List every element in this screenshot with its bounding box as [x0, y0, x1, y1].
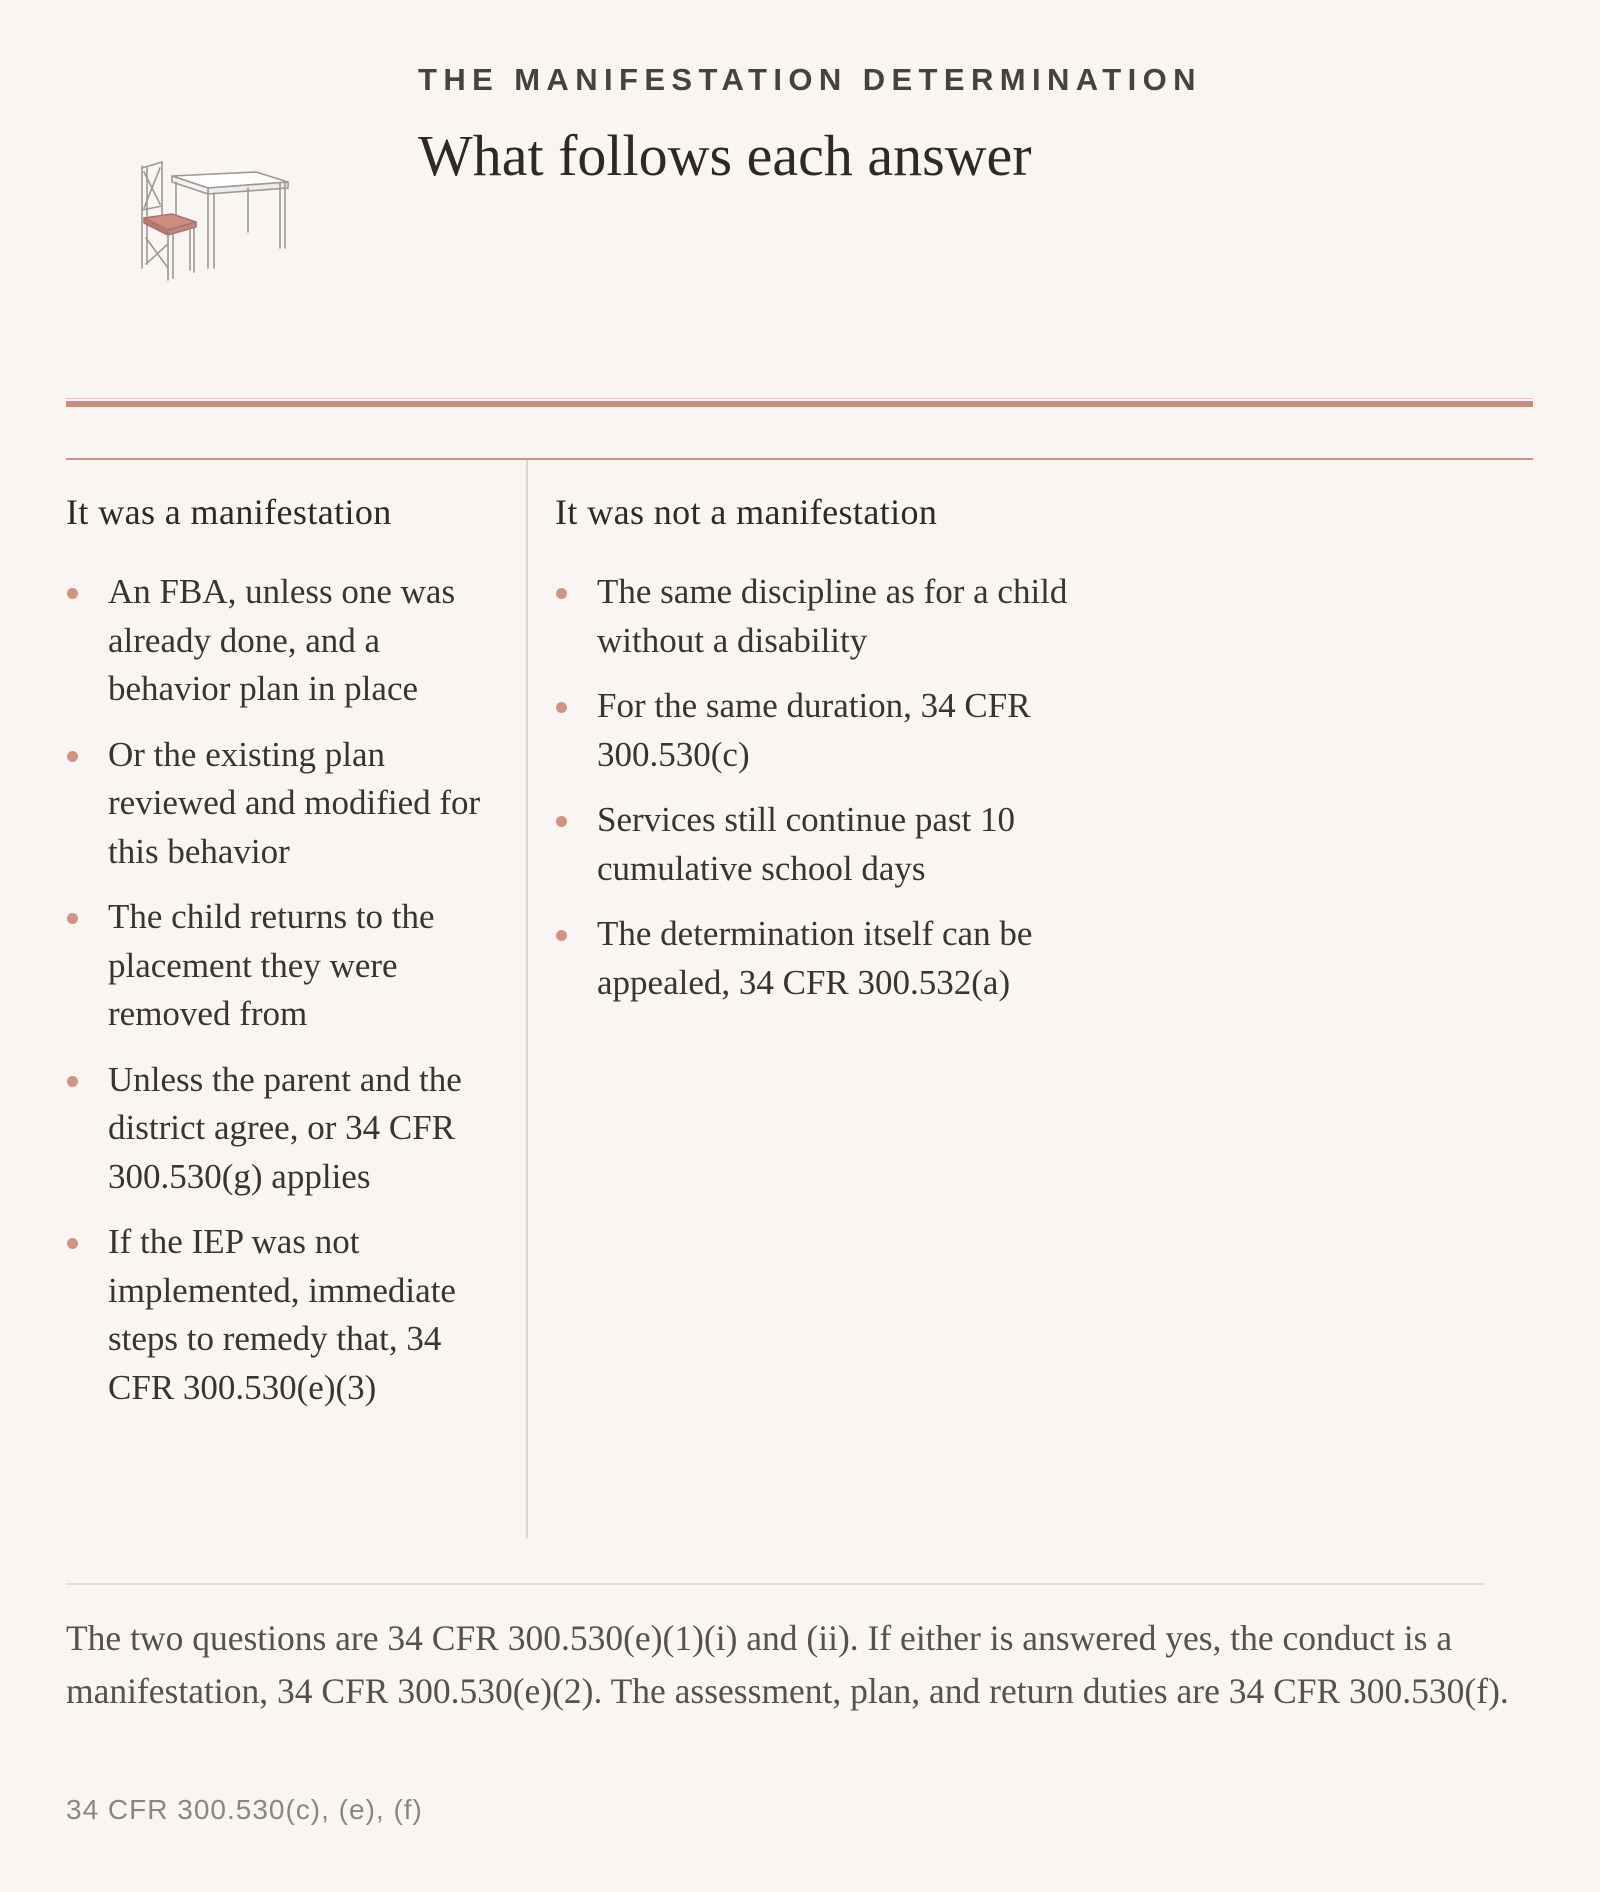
bullet-dot-icon	[67, 751, 78, 762]
list-item	[555, 682, 1085, 779]
list-item-text: Unless the parent and the district agree, or 34 CFR 300.530(g) applies	[108, 1059, 462, 1196]
table-top-rule	[66, 458, 1533, 460]
list-item	[555, 796, 1085, 893]
bullet-dot-icon	[67, 1238, 78, 1249]
list-item	[66, 731, 506, 877]
list-item	[66, 1218, 506, 1412]
bullet-dot-icon	[556, 702, 567, 713]
list-item-text: The same discipline as for a child without a disability	[597, 572, 1068, 660]
list-item-text: The child returns to the placement they were removed from	[108, 897, 435, 1033]
eyebrow-label: THE MANIFESTATION DETERMINATION	[418, 62, 1202, 97]
list-item-text: Services still continue past 10 cumulative school days	[597, 800, 1015, 888]
not-manifestation-column	[555, 490, 1085, 1024]
source-citation: 34 CFR 300.530(c), (e), (f)	[66, 1794, 423, 1825]
list-item	[555, 910, 1085, 1007]
manifestation-column	[66, 490, 506, 1429]
bullet-dot-icon	[67, 1076, 78, 1087]
list-item	[66, 1056, 506, 1202]
footer-rule	[66, 1583, 1484, 1585]
list-item-text: The determination itself can be appealed, 34 CFR 300.532(a)	[597, 914, 1033, 1002]
list-item	[66, 893, 506, 1039]
bullet-dot-icon	[556, 930, 567, 941]
column-heading: It was not a manifestation	[555, 492, 938, 532]
list-item	[555, 568, 1085, 665]
bullet-dot-icon	[67, 588, 78, 599]
bullet-list	[66, 568, 506, 1412]
header-rule	[66, 401, 1533, 407]
bullet-dot-icon	[67, 913, 78, 924]
column-divider	[526, 460, 528, 1538]
bullet-dot-icon	[556, 588, 567, 599]
bullet-list	[555, 568, 1085, 1007]
school-desk-and-chair-icon	[128, 160, 300, 282]
list-item-text: If the IEP was not implemented, immediate steps to remedy that, 34 CFR 300.530(e)(3)	[108, 1222, 456, 1407]
footer-note: The two questions are 34 CFR 300.530(e)(1)(i) and (ii). If either is answered yes, the conduct is a manifestation, 34 CFR 300.530(e)(2). The assessment, plan, and return duties are 34 CFR 300.530(f).	[66, 1618, 1509, 1711]
list-item-text: For the same duration, 34 CFR 300.530(c)	[597, 686, 1031, 774]
page-title: What follows each answer	[418, 123, 1032, 188]
list-item	[66, 568, 506, 714]
bullet-dot-icon	[556, 816, 567, 827]
list-item-text: Or the existing plan reviewed and modified for this behavior	[108, 734, 481, 871]
list-item-text: An FBA, unless one was already done, and a behavior plan in place	[108, 572, 456, 708]
column-heading: It was a manifestation	[66, 492, 392, 532]
